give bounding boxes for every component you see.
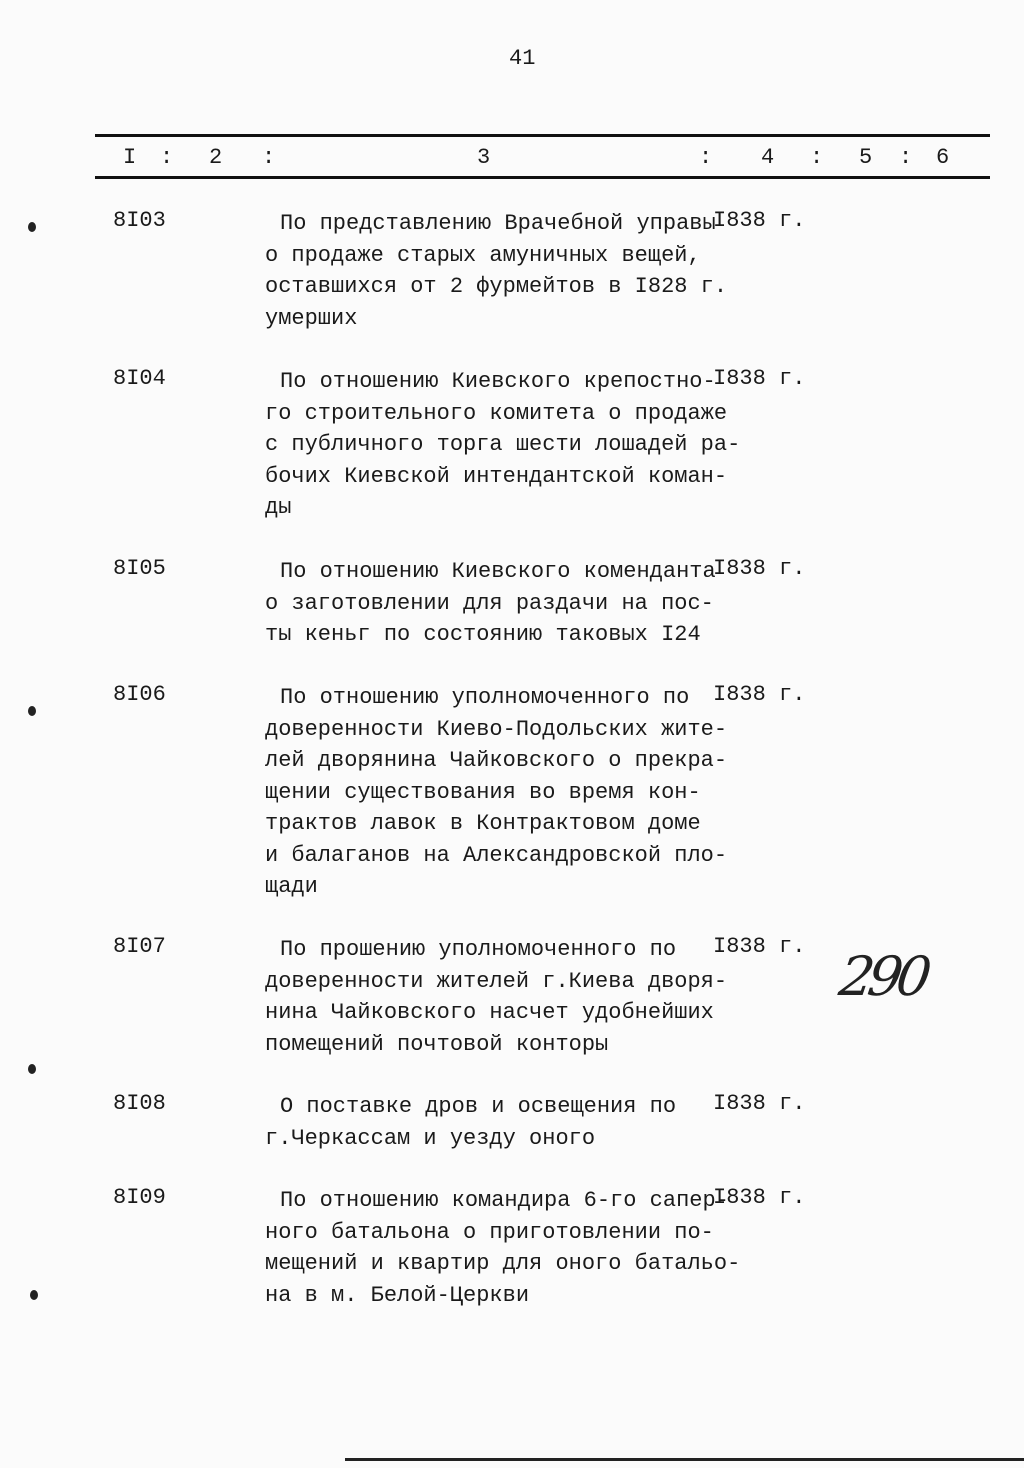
- desc-line: По отношению командира 6-го сапер-: [280, 1188, 729, 1213]
- header-bottom-rule: [95, 176, 990, 179]
- header-col-1: I: [123, 145, 137, 170]
- desc-line: о продаже старых амуничных вещей,: [265, 242, 701, 268]
- desc-line: умерших: [265, 305, 358, 331]
- header-separator: :: [699, 145, 713, 170]
- desc-line: о заготовлении для раздачи на пос-: [265, 590, 714, 616]
- desc-line: ного батальона о приготовлении по-: [265, 1219, 714, 1245]
- desc-line: на в м. Белой-Церкви: [265, 1282, 530, 1308]
- header-col-5: 5: [859, 145, 873, 170]
- header-col-2: 2: [209, 145, 223, 170]
- entry-number: 8I09: [113, 1185, 166, 1210]
- entry-year: I838 г.: [713, 1185, 806, 1210]
- desc-line: О поставке дров и освещения по: [280, 1094, 677, 1119]
- entry-number: 8I05: [113, 556, 166, 581]
- entry-description: [265, 366, 740, 524]
- desc-line: щении существования во время кон-: [265, 779, 701, 805]
- header-separator: :: [899, 145, 913, 170]
- binding-hole-mark: [30, 1290, 38, 1300]
- desc-line: лей дворянина Чайковского о прекра-: [265, 748, 728, 773]
- desc-line: ты кеньг по состоянию таковых I24: [265, 622, 701, 647]
- entry-number: 8I08: [113, 1091, 166, 1116]
- entry-number: 8I04: [113, 366, 166, 391]
- entry-description: [265, 934, 727, 1060]
- entry-number: 8I03: [113, 208, 166, 233]
- desc-line: с публичного торга шести лошадей ра-: [265, 432, 741, 457]
- entry-number: 8I07: [113, 934, 166, 959]
- desc-line: По представлению Врачебной управы: [280, 211, 716, 236]
- desc-line: нина Чайковского насчет удобнейших: [265, 1000, 714, 1025]
- entry-number: 8I06: [113, 682, 166, 707]
- desc-line: го строительного комитета о продаже: [265, 400, 728, 426]
- entry-description: [265, 1091, 676, 1154]
- entry-year: I838 г.: [713, 208, 806, 233]
- handwritten-folio-number: 290: [835, 945, 930, 1008]
- entry-description: [265, 208, 727, 334]
- header-top-rule: [95, 134, 990, 137]
- entry-year: I838 г.: [713, 366, 806, 391]
- entry-description: [265, 556, 716, 651]
- header-separator: :: [160, 145, 174, 170]
- binding-hole-mark: [28, 222, 36, 232]
- desc-line: мещений и квартир для оного батальо-: [265, 1251, 741, 1276]
- desc-line: и балаганов на Александровской пло-: [265, 842, 728, 868]
- desc-line: щади: [265, 874, 318, 899]
- header-separator: :: [810, 145, 824, 170]
- header-col-3: 3: [477, 145, 491, 170]
- desc-line: ды: [265, 495, 292, 520]
- header-col-6: 6: [936, 145, 950, 170]
- binding-hole-mark: [28, 706, 36, 716]
- header-col-4: 4: [761, 145, 775, 170]
- bottom-edge-line: [345, 1458, 1024, 1461]
- entry-year: I838 г.: [713, 556, 806, 581]
- desc-line: доверенности Киево-Подольских жите-: [265, 716, 728, 742]
- desc-line: доверенности жителей г.Киева дворя-: [265, 968, 728, 994]
- page-number: 41: [509, 46, 536, 71]
- header-separator: :: [262, 145, 276, 170]
- desc-line: бочих Киевской интендантской коман-: [265, 463, 728, 489]
- desc-line: По прошению уполномоченного по: [280, 937, 677, 962]
- entry-year: I838 г.: [713, 682, 806, 707]
- desc-line: По отношению Киевского коменданта: [280, 559, 716, 584]
- entry-year: I838 г.: [713, 934, 806, 959]
- entry-description: [265, 1185, 740, 1311]
- desc-line: помещений почтовой конторы: [265, 1031, 609, 1057]
- binding-hole-mark: [28, 1064, 36, 1074]
- desc-line: По отношению Киевского крепостно-: [280, 369, 716, 394]
- entry-description: [265, 682, 727, 903]
- desc-line: По отношению уполномоченного по: [280, 685, 690, 710]
- entry-year: I838 г.: [713, 1091, 806, 1116]
- desc-line: оставшихся от 2 фурмейтов в I828 г.: [265, 274, 728, 299]
- desc-line: трактов лавок в Контрактовом доме: [265, 811, 701, 836]
- desc-line: г.Черкассам и уезду оного: [265, 1125, 596, 1151]
